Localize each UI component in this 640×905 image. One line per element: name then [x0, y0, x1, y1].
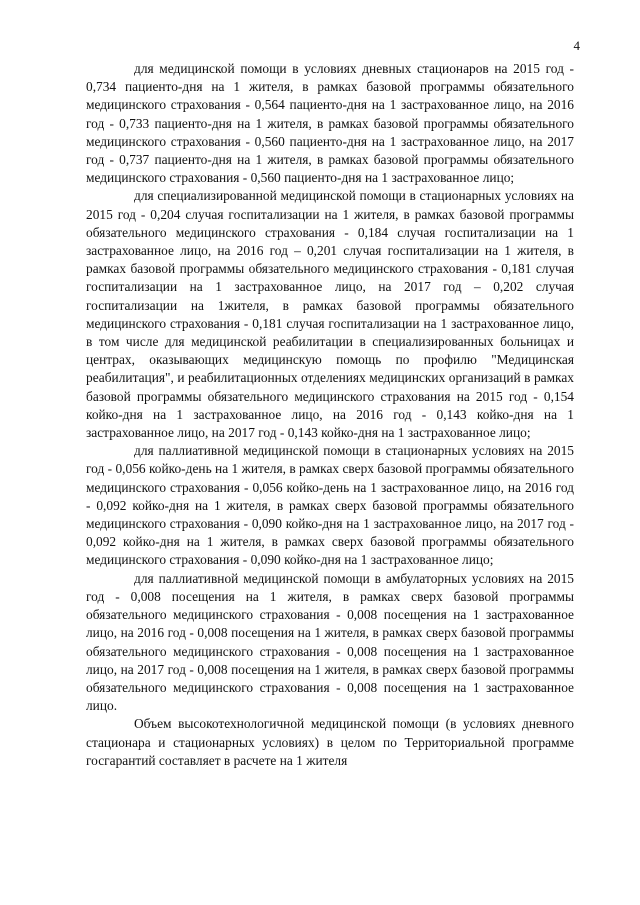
document-body — [86, 60, 574, 770]
paragraph-day-hospital: для медицинской помощи в условиях дневных стационаров на 2015 год - 0,734 пациенто-дня на 1 жителя, в рамках базовой программы обязательного медицинского страхования - 0,564 пациенто-дня на 1 застрахованное лицо, на 2016 год - 0,733 пациенто-дня на 1 жителя, в рамках базовой программы обязательного медицинского страхования - 0,560 пациенто-дня на 1 застрахованное лицо, на 2017 год - 0,737 пациенто-дня на 1 жителя, в рамках базовой программы обязательного медицинского страхования - 0,560 пациенто-дня на 1 застрахованное лицо; — [86, 61, 574, 186]
paragraph-specialized-inpatient: для специализированной медицинской помощи в стационарных условиях на 2015 год - 0,204 случая госпитализации на 1 жителя, в рамках базовой программы обязательного медицинского страхования - 0,184 случая госпитализации на 1 застрахованное лицо, на 2016 год – 0,201 случая госпитализации на 1 жителя, в рамках базовой программы обязательного медицинского страхования - 0,181 случая госпитализации на 1 застрахованное лицо, на 2017 год – 0,202 случая госпитализации на 1жителя, в рамках базовой программы обязательного медицинского страхования - 0,181 случая госпитализации на 1 застрахованное лицо, в том числе для медицинской реабилитации в специализированных больницах и центрах, оказывающих медицинскую помощь по профилю "Медицинская реабилитация", и реабилитационных отделениях медицинских организаций в рамках базовой программы обязательного медицинского страхования на 2015 год - 0,154 койко-дня на 1 застрахованное лицо, на 2016 год - 0,143 койко-дня на 1 застрахованное лицо, на 2017 год - 0,143 койко-дня на 1 застрахованное лицо; — [86, 188, 574, 441]
page-number: 4 — [573, 38, 580, 53]
paragraph-palliative-outpatient: для паллиативной медицинской помощи в амбулаторных условиях на 2015 год - 0,008 посещения на 1 жителя, в рамках сверх базовой программы обязательного медицинского страхования - 0,008 посещения на 1 застрахованное лицо, на 2016 год - 0,008 посещения на 1 жителя, в рамках сверх базовой программы обязательного медицинского страхования - 0,008 посещения на 1 застрахованное лицо, на 2017 год - 0,008 посещения на 1 жителя, в рамках сверх базовой программы обязательного медицинского страхования - 0,008 посещения на 1 застрахованное лицо. — [86, 570, 574, 714]
paragraph-palliative-inpatient: для паллиативной медицинской помощи в стационарных условиях на 2015 год - 0,056 койко-день на 1 жителя, в рамках сверх базовой программы обязательного медицинского страхования - 0,056 койко-день на 1 застрахованное лицо, на 2016 год - 0,092 койко-дня на 1 жителя, в рамках сверх базовой программы обязательного медицинского страхования - 0,090 койко-дня на 1 застрахованное лицо, на 2017 год - 0,092 койко-дня на 1 жителя, в рамках сверх базовой программы обязательного медицинского страхования - 0,090 койко-дня на 1 застрахованное лицо; — [86, 443, 574, 568]
paragraph-high-tech-care: Объем высокотехнологичной медицинской помощи (в условиях дневного стационара и стационарных условиях) в целом по Территориальной программе госгарантий составляет в расчете на 1 жителя — [86, 716, 574, 768]
